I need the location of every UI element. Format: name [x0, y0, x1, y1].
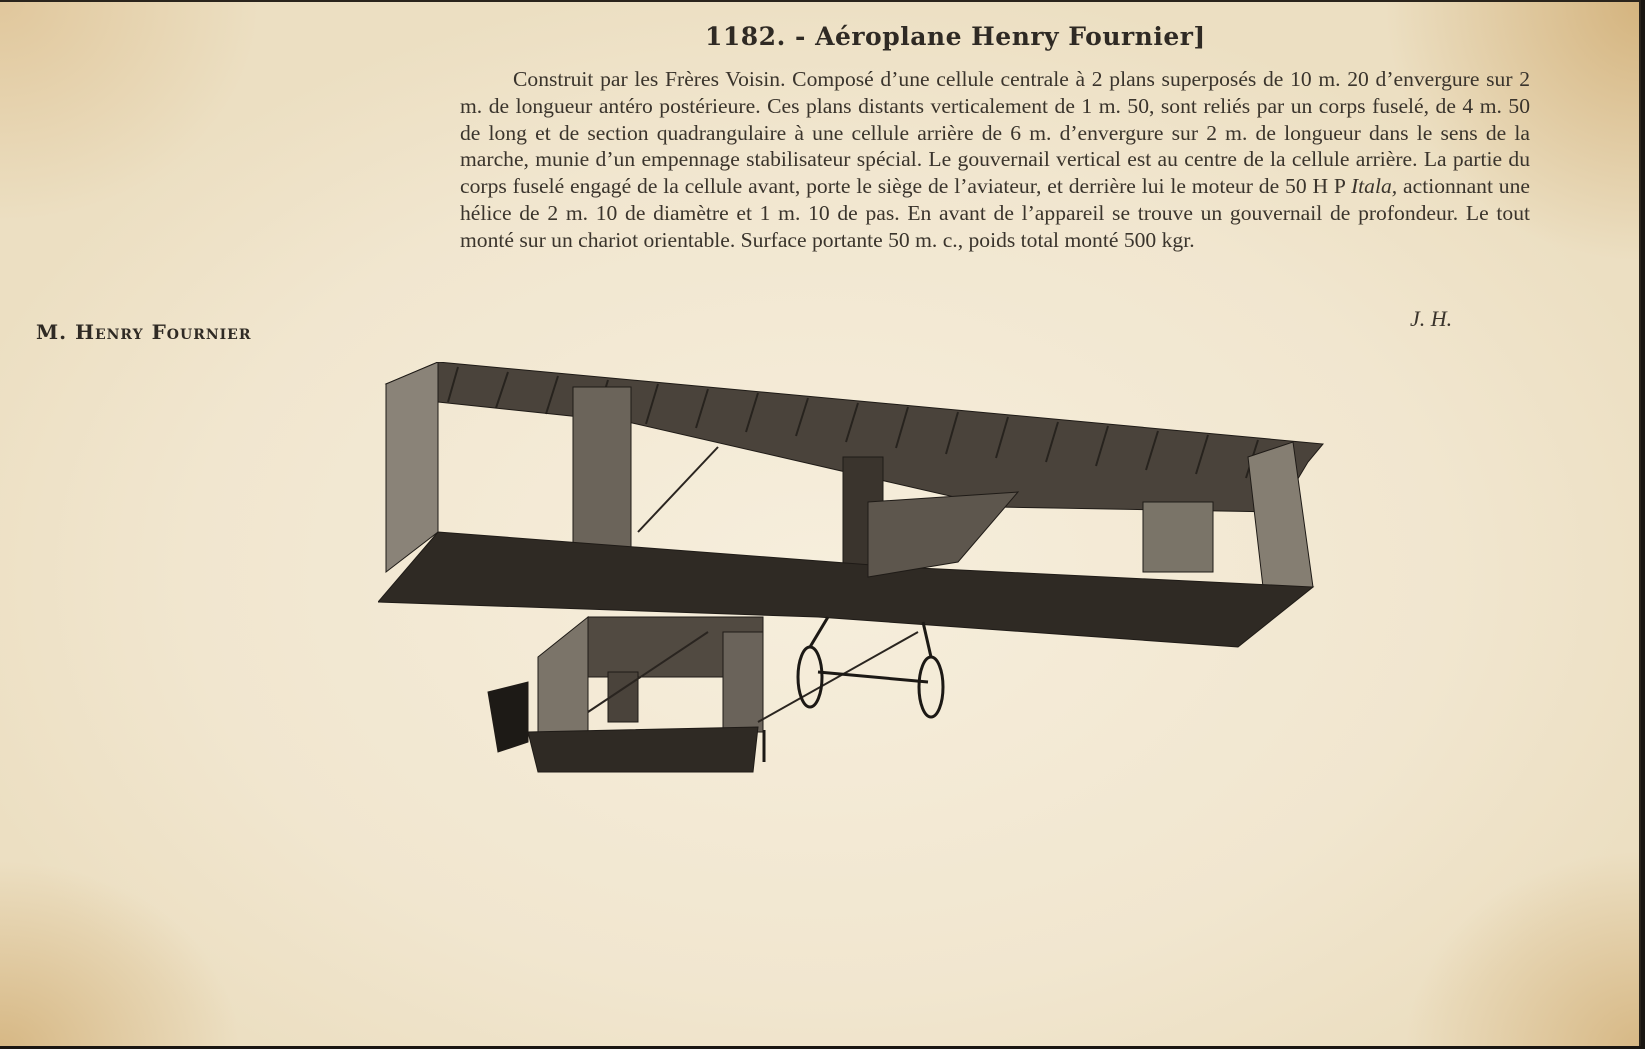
- portrait-photo: [70, 40, 330, 302]
- description-text-part2: actionnant une hélice de 2 m. 10 de diamètre et 1 m. 10 de pas. En avant de l’appareil se trouve un gouvernail de profondeur. Le tout monté sur un chariot orientable. Surface portante 50 m. c., poids total monté 500 kgr.: [460, 174, 1530, 252]
- author-signature: J. H.: [1410, 306, 1453, 331]
- postcard-title: 1182. - Aéroplane Henry Fournier]: [705, 22, 1206, 51]
- portrait-caption: M. Henry Fournier: [36, 320, 252, 344]
- description-paragraph: [460, 66, 1530, 254]
- aircraft-photo: [378, 362, 1378, 822]
- description-text-part1: Construit par les Frères Voisin. Composé d’une cellule centrale à 2 plans superposés de 10 m. 20 d’envergure sur 2 m. de longueur antéro postérieure. Ces plans distants verticalement de 1 m. 50, sont reliés par un corps fuselé, de 4 m. 50 de long et de section quadrangulaire à une cellule arrière de 6 m. d’envergure sur 2 m. de longueur dans le sens de la marche, munie d’un empennage stabilisateur spécial. Le gouvernail vertical est au centre de la cellule arrière. La partie du corps fuselé engagé de la cellule avant, porte le siège de l’aviateur, et derrière lui le moteur de 50 H P: [460, 67, 1530, 199]
- engine-brand-italic: Itala,: [1350, 174, 1398, 199]
